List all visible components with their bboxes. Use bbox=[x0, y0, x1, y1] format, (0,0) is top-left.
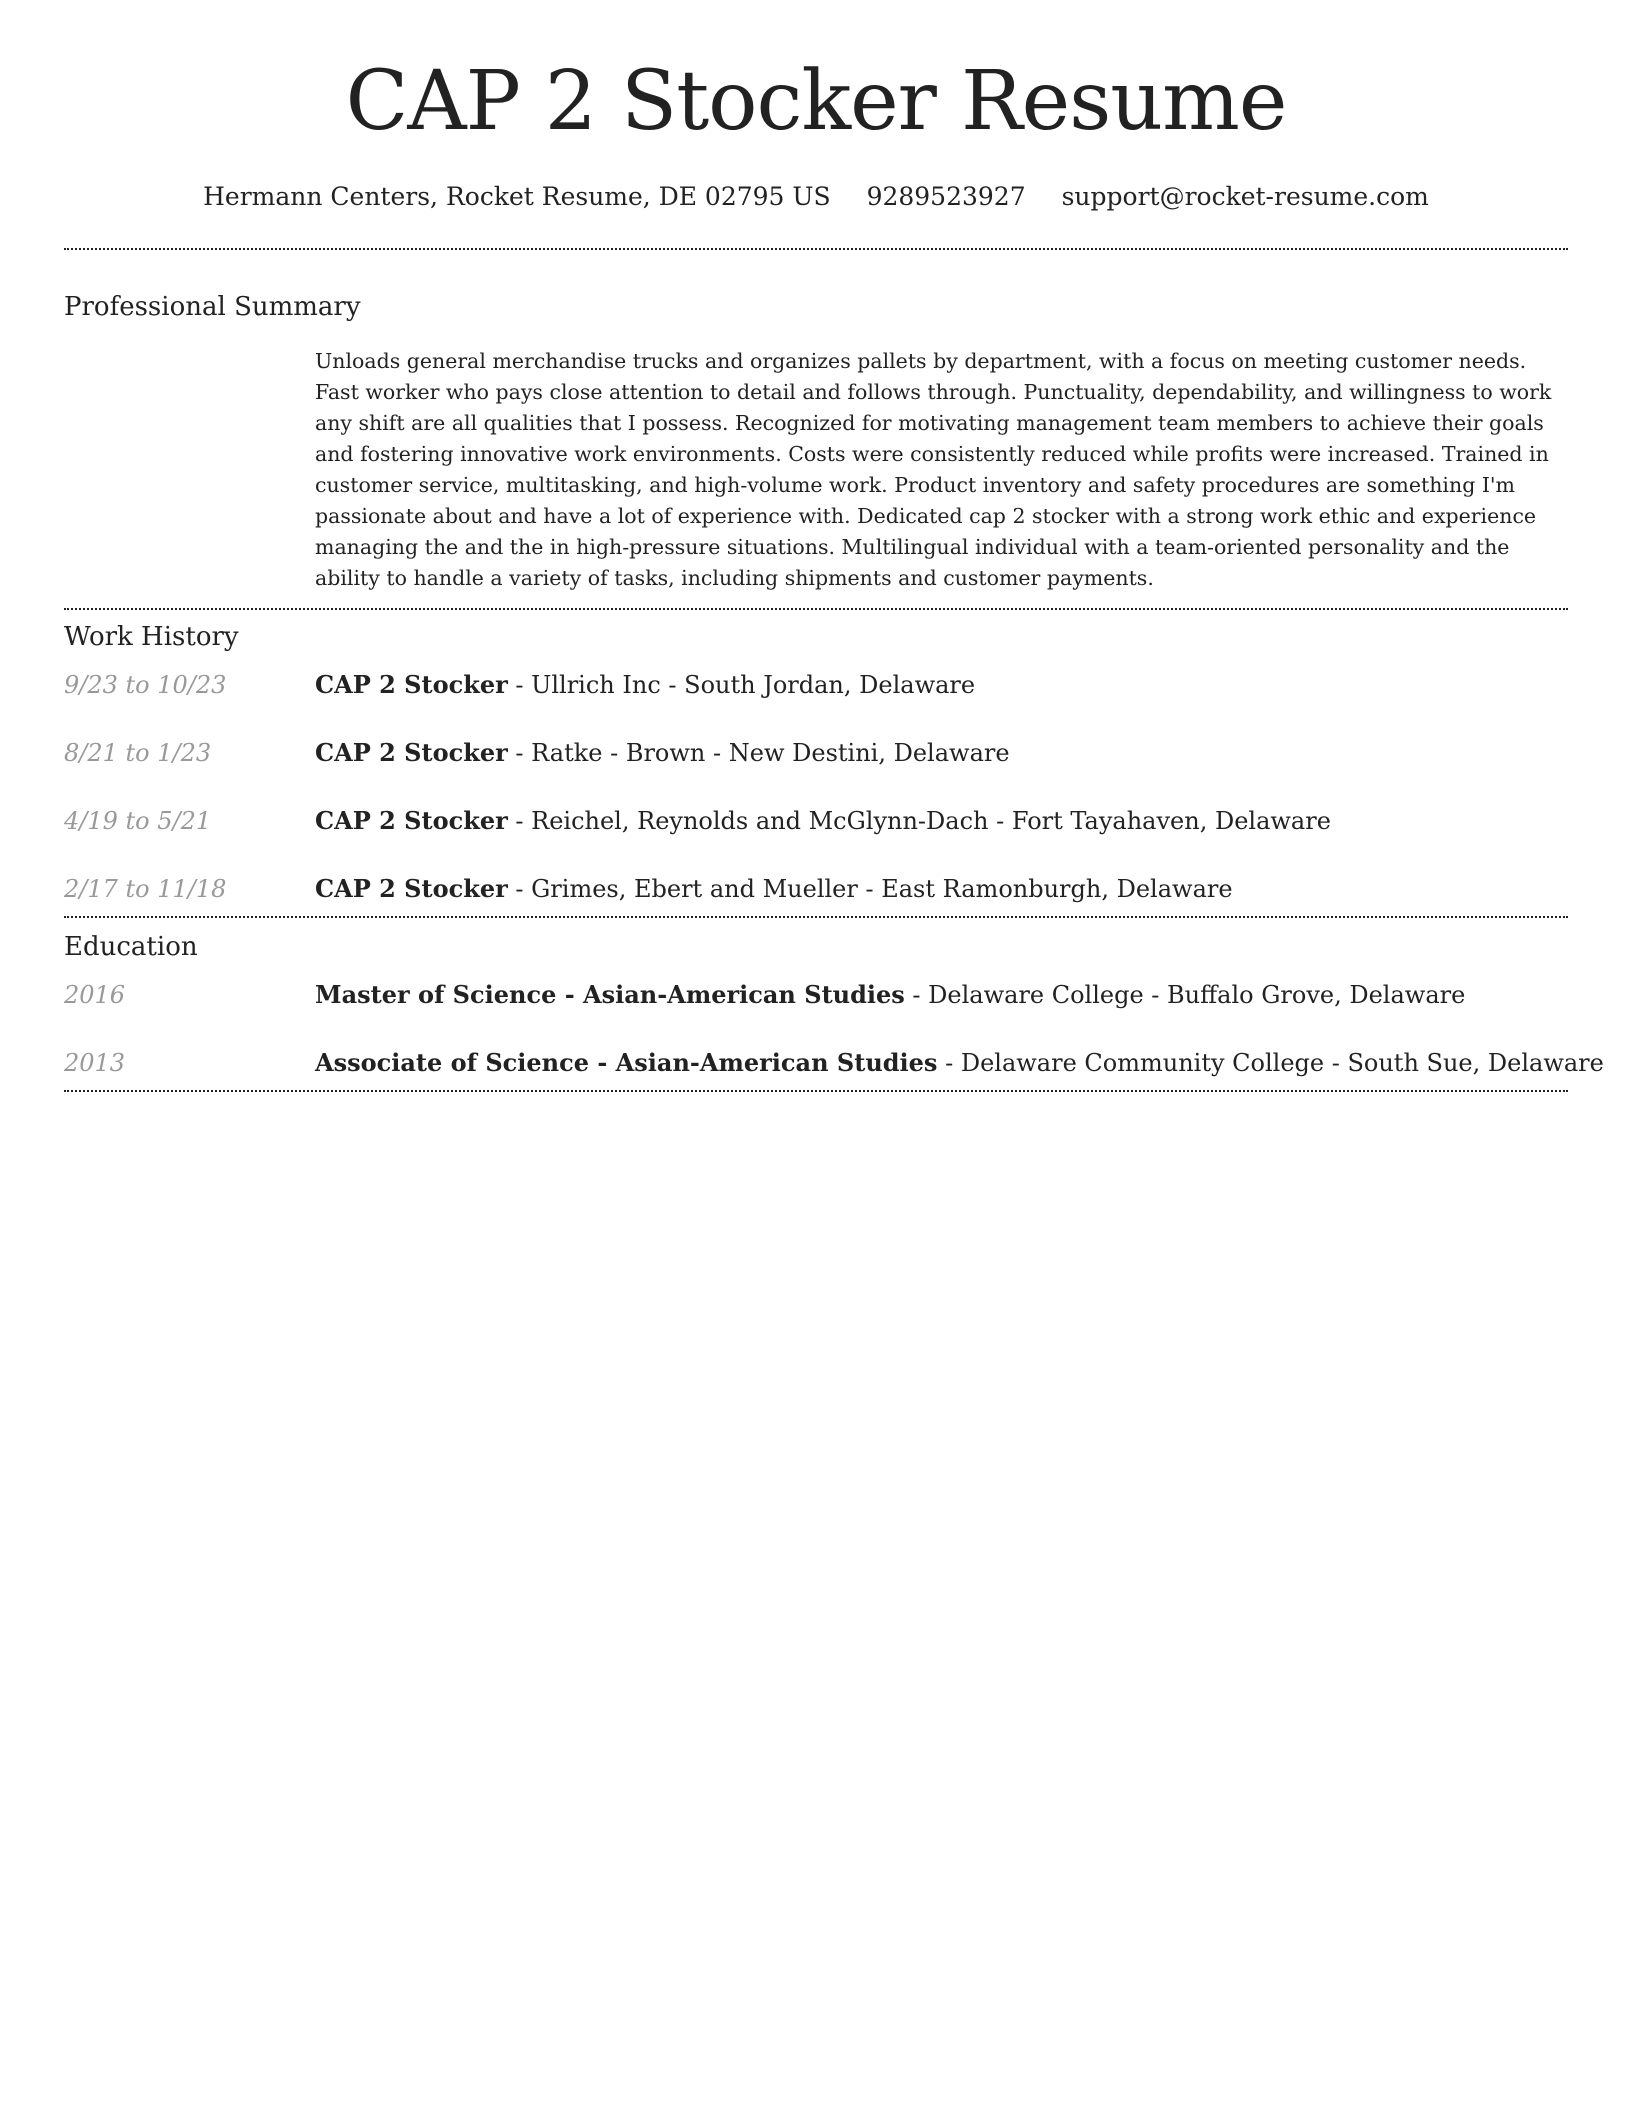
job-detail: - Reichel, Reynolds and McGlynn-Dach - Fort Tayahaven, Delaware bbox=[507, 807, 1331, 835]
job-detail: - Ratke - Brown - New Destini, Delaware bbox=[507, 739, 1010, 767]
section-heading-work-history: Work History bbox=[64, 622, 239, 652]
degree-title: Associate of Science - Asian-American Studies bbox=[315, 1048, 938, 1077]
resume-title: CAP 2 Stocker Resume bbox=[345, 54, 1287, 149]
contact-phone: 9289523927 bbox=[866, 182, 1026, 211]
degree-detail: - Delaware College - Buffalo Grove, Delaware bbox=[904, 981, 1466, 1009]
education-year: 2016 bbox=[64, 981, 126, 1009]
work-dates: 8/21 to 1/23 bbox=[64, 739, 212, 767]
job-title: CAP 2 Stocker bbox=[315, 738, 508, 767]
job-title: CAP 2 Stocker bbox=[315, 874, 508, 903]
degree-title: Master of Science - Asian-American Studies bbox=[315, 980, 905, 1009]
divider bbox=[64, 916, 1568, 918]
work-description bbox=[315, 738, 1010, 767]
job-title: CAP 2 Stocker bbox=[315, 670, 508, 699]
work-entry bbox=[64, 738, 1568, 806]
job-detail: - Ullrich Inc - South Jordan, Delaware bbox=[507, 671, 976, 699]
education-entry bbox=[64, 980, 1568, 1048]
work-entry bbox=[64, 874, 1568, 916]
job-title: CAP 2 Stocker bbox=[315, 806, 508, 835]
work-description bbox=[315, 806, 1331, 835]
work-entry bbox=[64, 806, 1568, 874]
contact-email: support@rocket-resume.com bbox=[1061, 182, 1429, 211]
degree-detail: - Delaware Community College - South Sue, Delaware bbox=[937, 1049, 1604, 1077]
work-entry bbox=[64, 670, 1568, 738]
education-description bbox=[315, 1048, 1604, 1077]
divider bbox=[64, 608, 1568, 610]
section-heading-summary: Professional Summary bbox=[64, 292, 361, 322]
education-entry bbox=[64, 1048, 1604, 1090]
summary-paragraph: Unloads general merchandise trucks and organizes pallets by department, with a focus on meeting customer needs. Fast worker who pays close attention to detail and follows through. Punctuality, dependability, and willingness to work any shift are all qualities that I possess. Recognized for motivating management team members to achieve their goals and fostering innovative work environments. Costs were consistently reduced while profits were increased. Trained in customer service, multitasking, and high-volume work. Product inventory and safety procedures are something I'm passionate about and have a lot of experience with. Dedicated cap 2 stocker with a strong work ethic and experience managing the and the in high-pressure situations. Multilingual individual with a team-oriented personality and the ability to handle a variety of tasks, including shipments and customer payments. bbox=[315, 349, 1552, 590]
work-dates: 2/17 to 11/18 bbox=[64, 875, 227, 903]
work-dates: 9/23 to 10/23 bbox=[64, 671, 227, 699]
section-heading-education: Education bbox=[64, 932, 198, 962]
contact-address: Hermann Centers, Rocket Resume, DE 02795 US bbox=[203, 182, 831, 211]
contact-line bbox=[64, 180, 1568, 214]
divider bbox=[64, 248, 1568, 250]
work-description bbox=[315, 874, 1233, 903]
work-dates: 4/19 to 5/21 bbox=[64, 807, 212, 835]
education-description bbox=[315, 980, 1465, 1009]
education-year: 2013 bbox=[64, 1049, 126, 1077]
divider bbox=[64, 1090, 1568, 1092]
work-description bbox=[315, 670, 975, 699]
job-detail: - Grimes, Ebert and Mueller - East Ramonburgh, Delaware bbox=[507, 875, 1233, 903]
